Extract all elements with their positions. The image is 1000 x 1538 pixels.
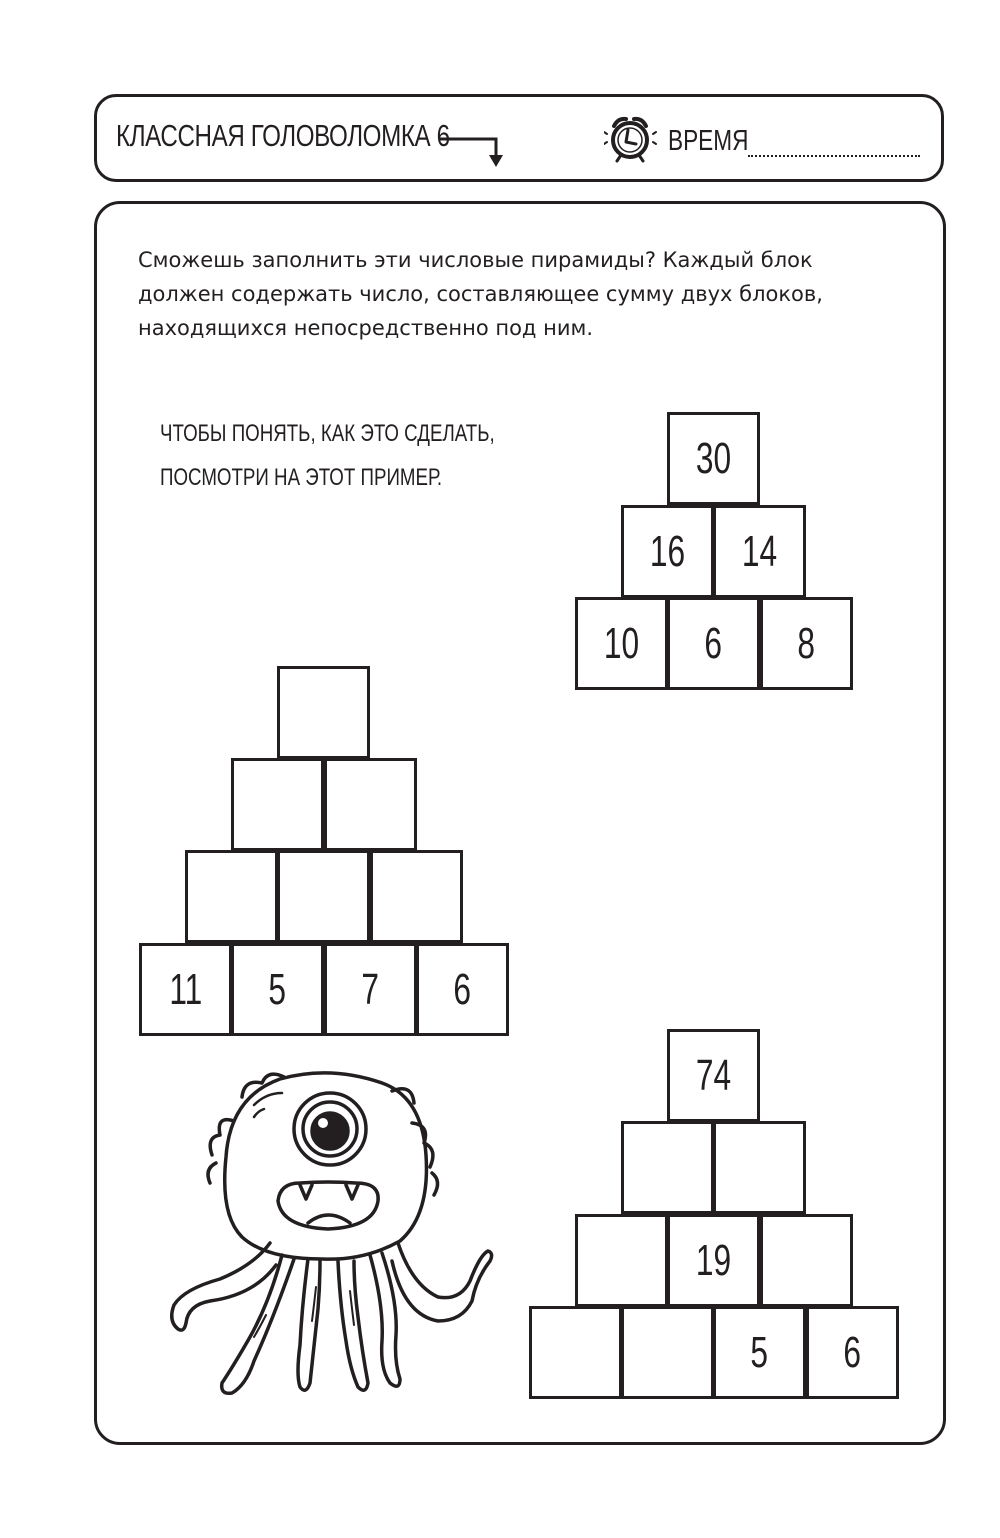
pyramid-cell: 30 xyxy=(667,412,760,505)
pyramid-cell: 6 xyxy=(667,597,760,690)
pyramid-cell: 5 xyxy=(713,1306,806,1399)
time-input-line[interactable] xyxy=(748,155,920,157)
pyramid-cell-blank[interactable] xyxy=(277,850,370,943)
pyramid-cell: 10 xyxy=(575,597,668,690)
pyramid-cell-blank[interactable] xyxy=(185,850,278,943)
pyramid-cell: 5 xyxy=(231,943,324,1036)
pyramid-cell-blank[interactable] xyxy=(370,850,463,943)
pyramid-cell: 7 xyxy=(324,943,417,1036)
pyramid-cell: 6 xyxy=(806,1306,899,1399)
pyramid-cell-blank[interactable] xyxy=(277,666,370,759)
monster-illustration xyxy=(150,1065,500,1405)
pyramid-cell: 6 xyxy=(416,943,509,1036)
hint-line: ПОСМОТРИ НА ЭТОТ ПРИМЕР. xyxy=(160,464,443,491)
pyramid-cell: 11 xyxy=(139,943,232,1036)
instructions xyxy=(138,243,898,345)
instruction-line: находящихся непосредственно под ним. xyxy=(138,316,594,340)
pyramid-cell-blank[interactable] xyxy=(760,1214,853,1307)
puzzle-title: КЛАССНАЯ ГОЛОВОЛОМКА 6 xyxy=(116,118,450,153)
pyramid-cell-blank[interactable] xyxy=(621,1121,714,1214)
pyramid-cell: 8 xyxy=(760,597,853,690)
arrow-down-icon xyxy=(438,131,510,171)
pyramid-cell-blank[interactable] xyxy=(575,1214,668,1307)
instruction-line: Сможешь заполнить эти числовые пирамиды? Каждый блок xyxy=(138,248,813,272)
pyramid-cell-blank[interactable] xyxy=(621,1306,714,1399)
instruction-line: должен содержать число, составляющее сумму двух блоков, xyxy=(138,282,823,306)
hint-line: ЧТОБЫ ПОНЯТЬ, КАК ЭТО СДЕЛАТЬ, xyxy=(160,420,495,447)
example-hint xyxy=(160,412,495,500)
pyramid-cell-blank[interactable] xyxy=(324,758,417,851)
pyramid-cell-blank[interactable] xyxy=(231,758,324,851)
pyramid-cell: 19 xyxy=(667,1214,760,1307)
pyramid-cell-blank[interactable] xyxy=(529,1306,622,1399)
pyramid-cell: 14 xyxy=(713,505,806,598)
pyramid-cell: 74 xyxy=(667,1029,760,1122)
pyramid-cell-blank[interactable] xyxy=(713,1121,806,1214)
pyramid-cell: 16 xyxy=(621,505,714,598)
alarm-clock-icon xyxy=(604,110,660,166)
time-label: ВРЕМЯ xyxy=(668,125,749,157)
